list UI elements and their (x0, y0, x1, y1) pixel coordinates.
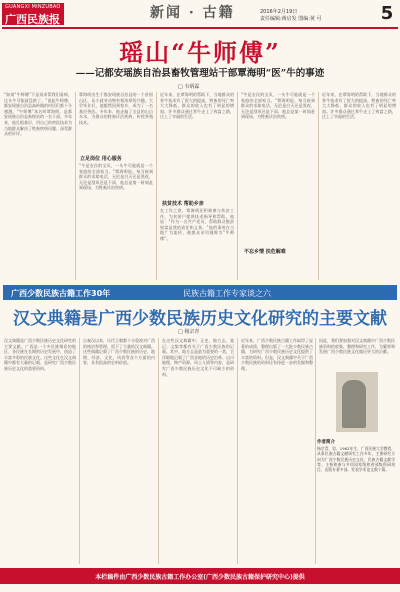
article2-column-2: 自秦汉以来，历代王朝都十分重视对广西的统治和管理，留下了大量的汉文典籍。这些典籍记载了广西少数民族的历史、地理、经济、文化、风俗等各个方面的内容，具有很高的史料价值。 (83, 338, 155, 366)
page-number: 5 (380, 3, 394, 24)
article1-headline: 瑶山“牛师傅” (119, 38, 281, 67)
author-bio-title: 作者简介 (317, 440, 335, 445)
footer-bar (0, 568, 400, 584)
article1-subsection-2: 扶贫技术 帮助乡亲 (162, 201, 204, 207)
column-divider (156, 92, 157, 280)
header-divider (2, 27, 398, 29)
article2-headline: 汉文典籍是广西少数民族历史文化研究的主要文献 (13, 309, 387, 329)
author-bio-text: 杨宗青，男，1962年生，广西民族大学教授，从事民族古籍文献研究工作多年，主要研究方向为广西少数民族历史文化、民族古籍文献学等。主持和参与多项国家级和省部级科研项目，出版专著多部，发表学术论文数十篇。 (317, 446, 396, 473)
column-divider (318, 92, 319, 280)
article2-column-4: 近年来，广西少数民族古籍工作取得了显著的成绩，整理出版了一大批少数民族古籍，为研究广西少数民族历史文化提供了丰富的资料。但是，汉文典籍中关于广西少数民族的资料还有待进一步的发掘和整理。 (241, 338, 313, 371)
article2-column-3: 在这些汉文典籍中，正史、地方志、笔记、文集等都有关于广西少数民族的记载。其中，地方志是最为重要的一类，它详细地记载了广西各地的历史沿革、山川地理、物产资源、风土人情等内容，是研究广西少数民族历史文化不可缺少的资料。 (162, 338, 234, 377)
article1-column-2a: 覃海明出生于都安瑶族自治县的一个贫困山区，从小就对动物有着浓厚的兴趣。大学毕业后，他毅然回到家乡，成为了一名基层兽医。多年来，他走遍了全县的山山水水，为群众的牲畜诊治疾病，传授养殖技术。 (79, 92, 153, 125)
section-title: 新闻 · 古籍 (150, 5, 235, 21)
column-divider (79, 338, 80, 564)
author-portrait-photo (336, 372, 378, 432)
masthead-english: GUANGXI MINZUBAO (5, 4, 61, 10)
issue-date: 2016年2月19日 (260, 9, 298, 15)
article2-author: □ 杨宗青 (178, 329, 200, 335)
portrait-figure (342, 380, 366, 428)
column-divider (75, 92, 76, 280)
issue-editor: 责任编辑:蒋启发 图编:黄 可 (260, 16, 322, 22)
article1-column-2b: “牛是农民的宝贝，一头牛可能就是一个家庭的全部家当。”覃海明说。每当接到群众的求助电话，无论是白天还是黑夜，无论是刮风还是下雨，他总是第一时间赶到现场，为牲畜诊治疾病。 (79, 163, 153, 191)
article1-column-3b: 在工作之余，覃海明还积极参与扶贫工作，为贫困户提供技术指导和帮助。他说：“作为一名共产党员，帮助群众脱贫致富是我的责任和义务。”他的事迹在当地广为流传，被群众亲切地称为“牛师傅”。 (160, 208, 234, 241)
article1-subsection-3: 不忘乡情 扶危解难 (244, 249, 286, 255)
banner-left-text: 广西少数民族古籍工作30年 (11, 289, 111, 298)
column-divider (315, 338, 316, 564)
article1-column-4: “牛是农民的宝贝，一头牛可能就是一个家庭的全部家当。”覃海明说。每当接到群众的求助电话，无论是白天还是黑夜，无论是刮风还是下雨，他总是第一时间赶到现场，为牲畜诊治疾病。 (241, 92, 315, 120)
article2-column-5: 因此，我们要加强对汉文典籍中广西少数民族资料的收集、整理和研究工作，为繁荣和发展广西少数民族文化做出更大的贡献。 (319, 338, 395, 355)
article1-column-3a: 近年来，在覃海明的帮助下，当地群众的养牛技术有了很大的提高，牲畜的死亡率大大降低，群众的收入也有了明显的增加。许多群众通过养牛走上了致富之路，过上了幸福的生活。 (160, 92, 234, 120)
article2-column-1: 汉文典籍是广西少数民族历史文化研究的主要文献。广西是一个多民族聚居的地区，各民族在长期的历史发展中，创造了丰富多彩的民族文化。这些文化在汉文典籍中都有大量的记载，是研究广西少数民族历史文化的重要资料。 (4, 338, 76, 371)
article1-column-1: “如果“牛师傅”不是再来帮我们看病，这头牛可能就没救了。”说起牛师傅，都安瑶族自治县高岭镇的村民们都十分感激。“牛师傅”本名叫覃海明，是都安瑶族自治县畜牧站的一名干部。多年来，他扎根基层，用自己的兽医技术为当地群众解决了牲畜疾病问题，深受群众的好评。 (4, 92, 72, 137)
article1-author: □ 韦炳霖 (178, 84, 200, 90)
masthead (2, 3, 64, 25)
footer-credit: 本栏稿件由广西少数民族古籍工作办公室(广西少数民族古籍保护研究中心)提供 (95, 574, 305, 581)
author-bio-box (317, 440, 395, 558)
column-divider (158, 338, 159, 564)
banner-right-text: 民族古籍工作专家谈之六 (183, 289, 271, 298)
article1-subhead: ——记都安瑶族自治县畜牧管理站干部覃海明“医”牛的事迹 (75, 68, 325, 79)
article1-subsection-1: 立足岗位 用心服务 (80, 156, 122, 162)
masthead-chinese: 广西民族报 (5, 13, 60, 26)
column-divider (237, 92, 238, 280)
article1-column-5: 近年来，在覃海明的帮助下，当地群众的养牛技术有了很大的提高，牲畜的死亡率大大降低，群众的收入也有了明显的增加。许多群众通过养牛走上了致富之路，过上了幸福的生活。 (322, 92, 396, 120)
column-divider (237, 338, 238, 564)
series-banner (3, 285, 397, 300)
